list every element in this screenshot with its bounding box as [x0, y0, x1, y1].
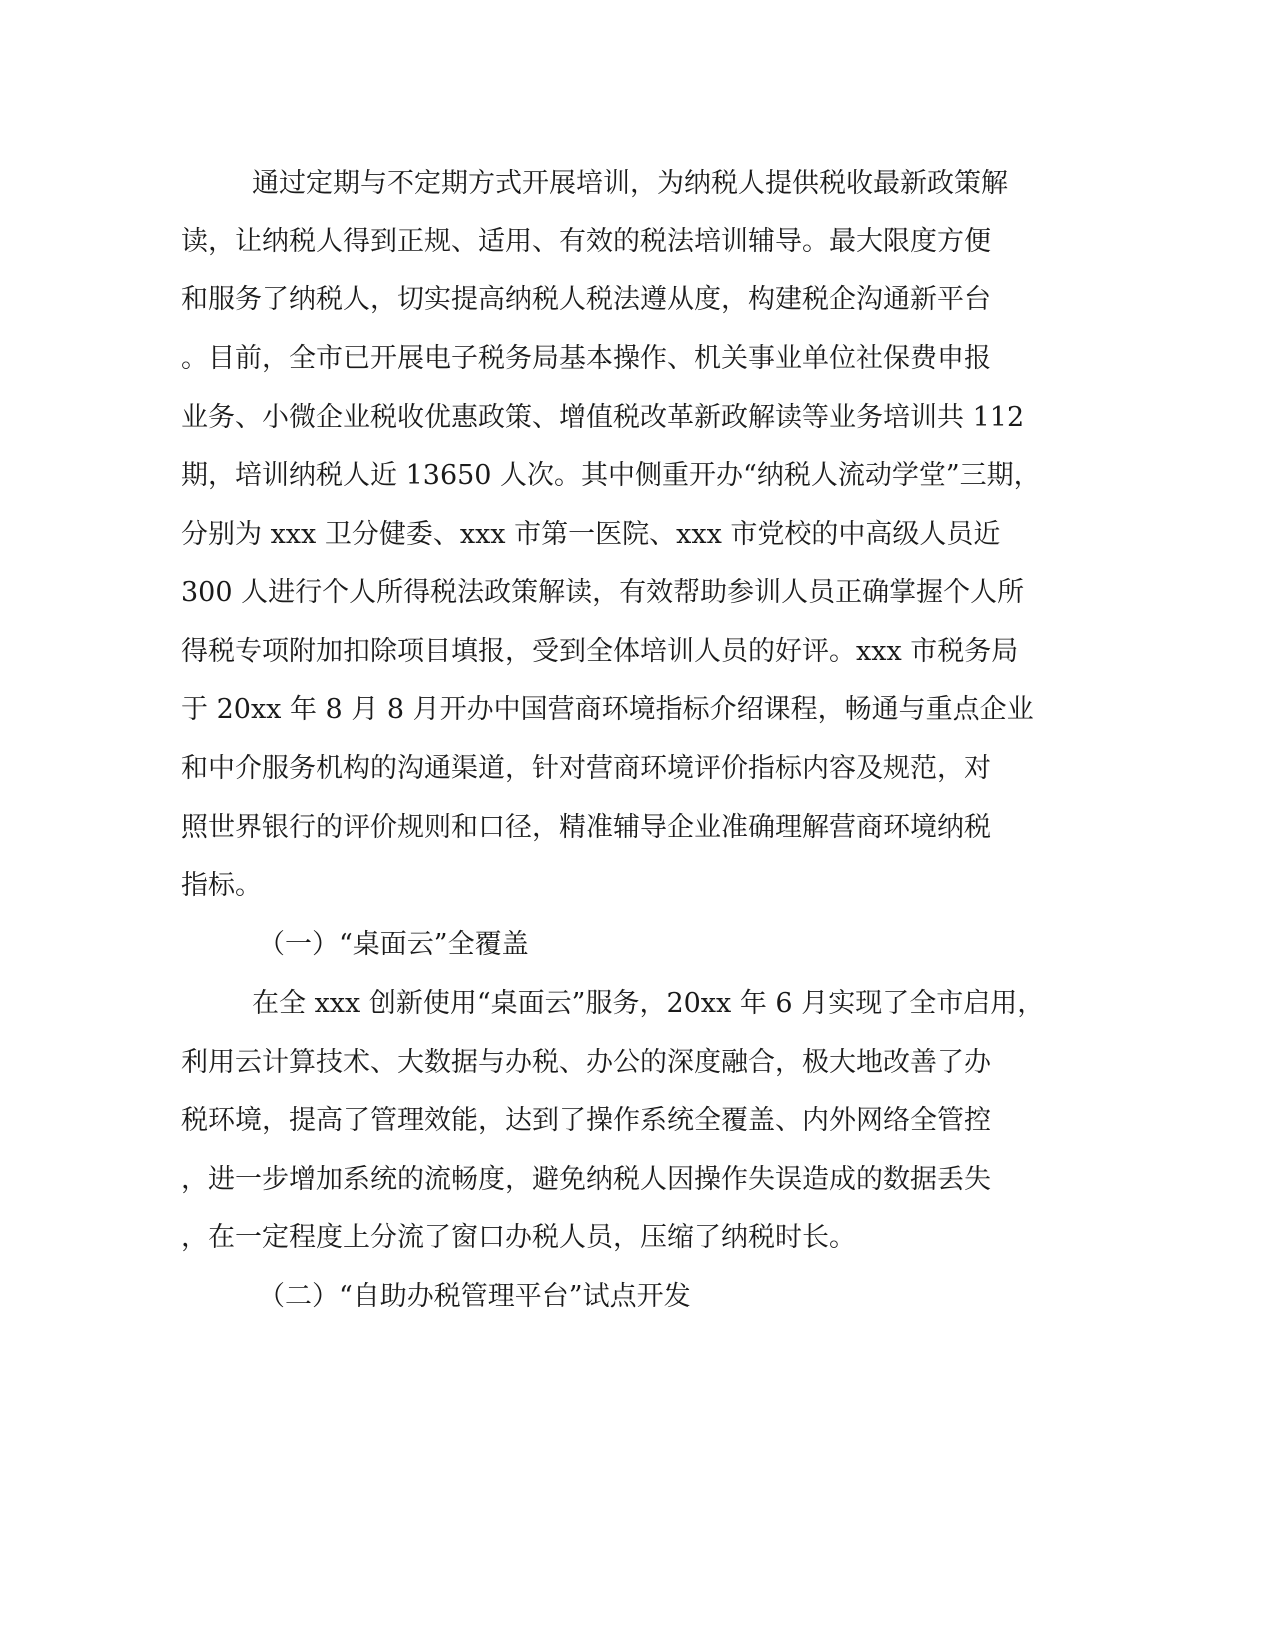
paragraph-line-14: 在全 xxx 创新使用“桌面云”服务，20xx 年 6 月实现了全市启用， — [252, 988, 1045, 1019]
paragraph-line-13: 指标。 — [181, 870, 262, 901]
paragraph-line-2: 读，让纳税人得到正规、适用、有效的税法培训辅导。最大限度方便 — [181, 226, 991, 257]
paragraph-line-18: ，在一定程度上分流了窗口办税人员，压缩了纳税时长。 — [181, 1222, 856, 1253]
paragraph-line-17: ，进一步增加系统的流畅度，避免纳税人因操作失误造成的数据丢失 — [181, 1164, 991, 1195]
paragraph-line-8: 300 人进行个人所得税法政策解读，有效帮助参训人员正确掌握个人所 — [181, 577, 1025, 608]
paragraph-line-10: 于 20xx 年 8 月 8 月开办中国营商环境指标介绍课程，畅通与重点企业 — [181, 694, 1034, 725]
paragraph-line-3: 和服务了纳税人，切实提高纳税人税法遵从度，构建税企沟通新平台 — [181, 284, 991, 315]
paragraph-line-16: 税环境，提高了管理效能，达到了操作系统全覆盖、内外网络全管控 — [181, 1105, 991, 1136]
paragraph-line-11: 和中介服务机构的沟通渠道，针对营商环境评价指标内容及规范，对 — [181, 753, 991, 784]
paragraph-line-6: 期，培训纳税人近 13650 人次。其中侧重开办“纳税人流动学堂”三期， — [181, 460, 1041, 491]
paragraph-line-15: 利用云计算技术、大数据与办税、办公的深度融合，极大地改善了办 — [181, 1047, 991, 1078]
paragraph-line-12: 照世界银行的评价规则和口径，精准辅导企业准确理解营商环境纳税 — [181, 812, 991, 843]
paragraph-line-1: 通过定期与不定期方式开展培训，为纳税人提供税收最新政策解 — [252, 168, 1008, 199]
section-heading-2: （二）“自助办税管理平台”试点开发 — [258, 1281, 691, 1312]
paragraph-line-5: 业务、小微企业税收优惠政策、增值税改革新政解读等业务培训共 112 — [181, 402, 1025, 433]
paragraph-line-9: 得税专项附加扣除项目填报，受到全体培训人员的好评。xxx 市税务局 — [181, 636, 1019, 667]
section-heading-1: （一）“桌面云”全覆盖 — [258, 929, 529, 960]
paragraph-line-4: 。目前，全市已开展电子税务局基本操作、机关事业单位社保费申报 — [181, 343, 991, 374]
paragraph-line-7: 分别为 xxx 卫分健委、xxx 市第一医院、xxx 市党校的中高级人员近 — [181, 519, 1001, 550]
